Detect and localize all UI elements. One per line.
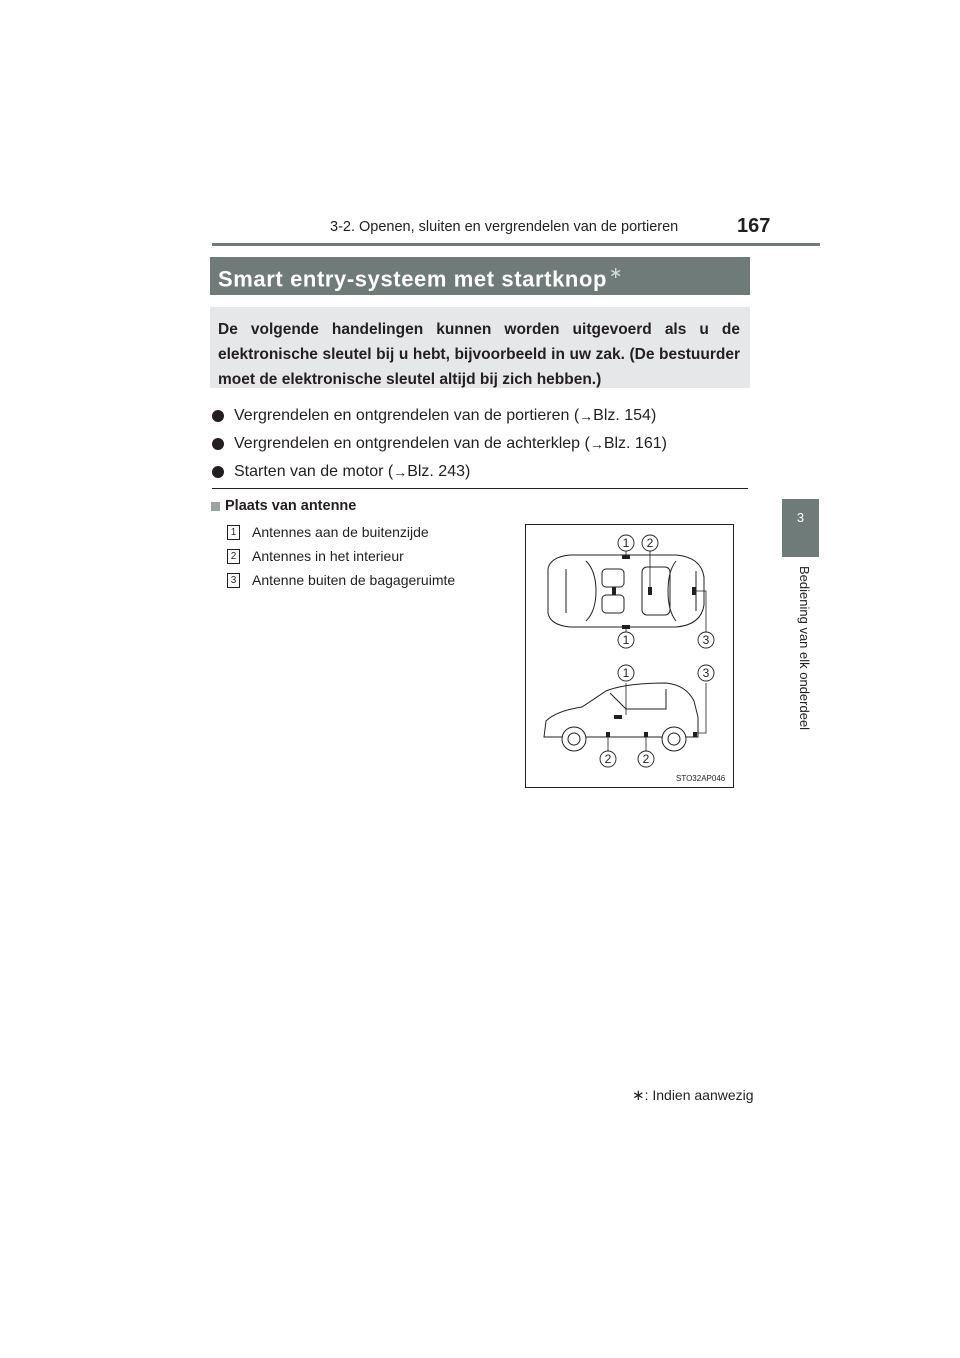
footnote: ∗: Indien aanwezig [632,1087,754,1104]
list-item: 3 Antenne buiten de bagageruimte [227,568,455,592]
callout-number: 2 [604,752,612,766]
chapter-tab[interactable] [782,499,819,557]
car-top-view-icon [548,555,704,627]
bullet-icon [212,466,224,478]
square-bullet-icon [211,502,220,511]
number-badge: 1 [227,525,240,540]
chapter-title: Bediening van elk onderdeel [797,566,812,731]
asterisk-icon: ∗ [632,1087,645,1104]
callout-number: 2 [642,752,650,766]
callout-number: 3 [702,633,710,647]
arrow-icon: → [579,408,594,424]
list-item: 2 Antennes in het interieur [227,544,455,568]
section-title-bar [210,257,750,295]
chapter-number: 3 [796,510,805,525]
intro-box [210,307,750,388]
antenna-markers [606,555,697,737]
list-item: Vergrendelen en ontgrendelen van de achterklep ( → Blz. 161) [212,430,667,458]
arrow-icon: → [589,436,604,452]
section-divider [212,488,748,489]
list-item: 1 Antennes aan de buitenzijde [227,520,455,544]
page-reference-link[interactable]: Blz. 161) [603,435,667,452]
callout-number: 1 [622,666,630,680]
page-reference-link[interactable]: Blz. 154) [593,407,657,424]
bullet-icon [212,438,224,450]
number-badge: 2 [227,549,240,564]
callout-number: 3 [702,666,710,680]
callout-number: 1 [622,633,630,647]
header-divider [212,243,820,246]
intro-text: De volgende handelingen kunnen worden uitgevoerd als u de elektronische sleutel bij u hebt, bijvoorbeeld in uw zak. (De bestuurder moet de elektronische sleutel altijd bij zich hebben.) [218,321,740,388]
optional-marker: ∗ [609,265,624,282]
page-number: 167 [737,215,771,237]
number-badge: 3 [227,573,240,588]
figure-code: STO32AP046 [676,774,726,783]
bullet-icon [212,410,224,422]
subsection-heading: Plaats van antenne [211,498,356,514]
callout-number: 2 [646,536,654,550]
section-title: Smart entry-systeem met startknop [218,266,608,292]
section-header: 3-2. Openen, sluiten en vergrendelen van de portieren [330,219,679,235]
arrow-icon: → [393,464,408,480]
page-reference-link[interactable]: Blz. 243) [407,463,471,480]
callout-number: 1 [622,536,630,550]
list-item: Starten van de motor ( → Blz. 243) [212,458,667,486]
antenna-list [227,520,455,592]
bullet-list [212,402,667,486]
antenna-location-figure [525,524,734,788]
list-item: Vergrendelen en ontgrendelen van de portieren ( → Blz. 154) [212,402,667,430]
